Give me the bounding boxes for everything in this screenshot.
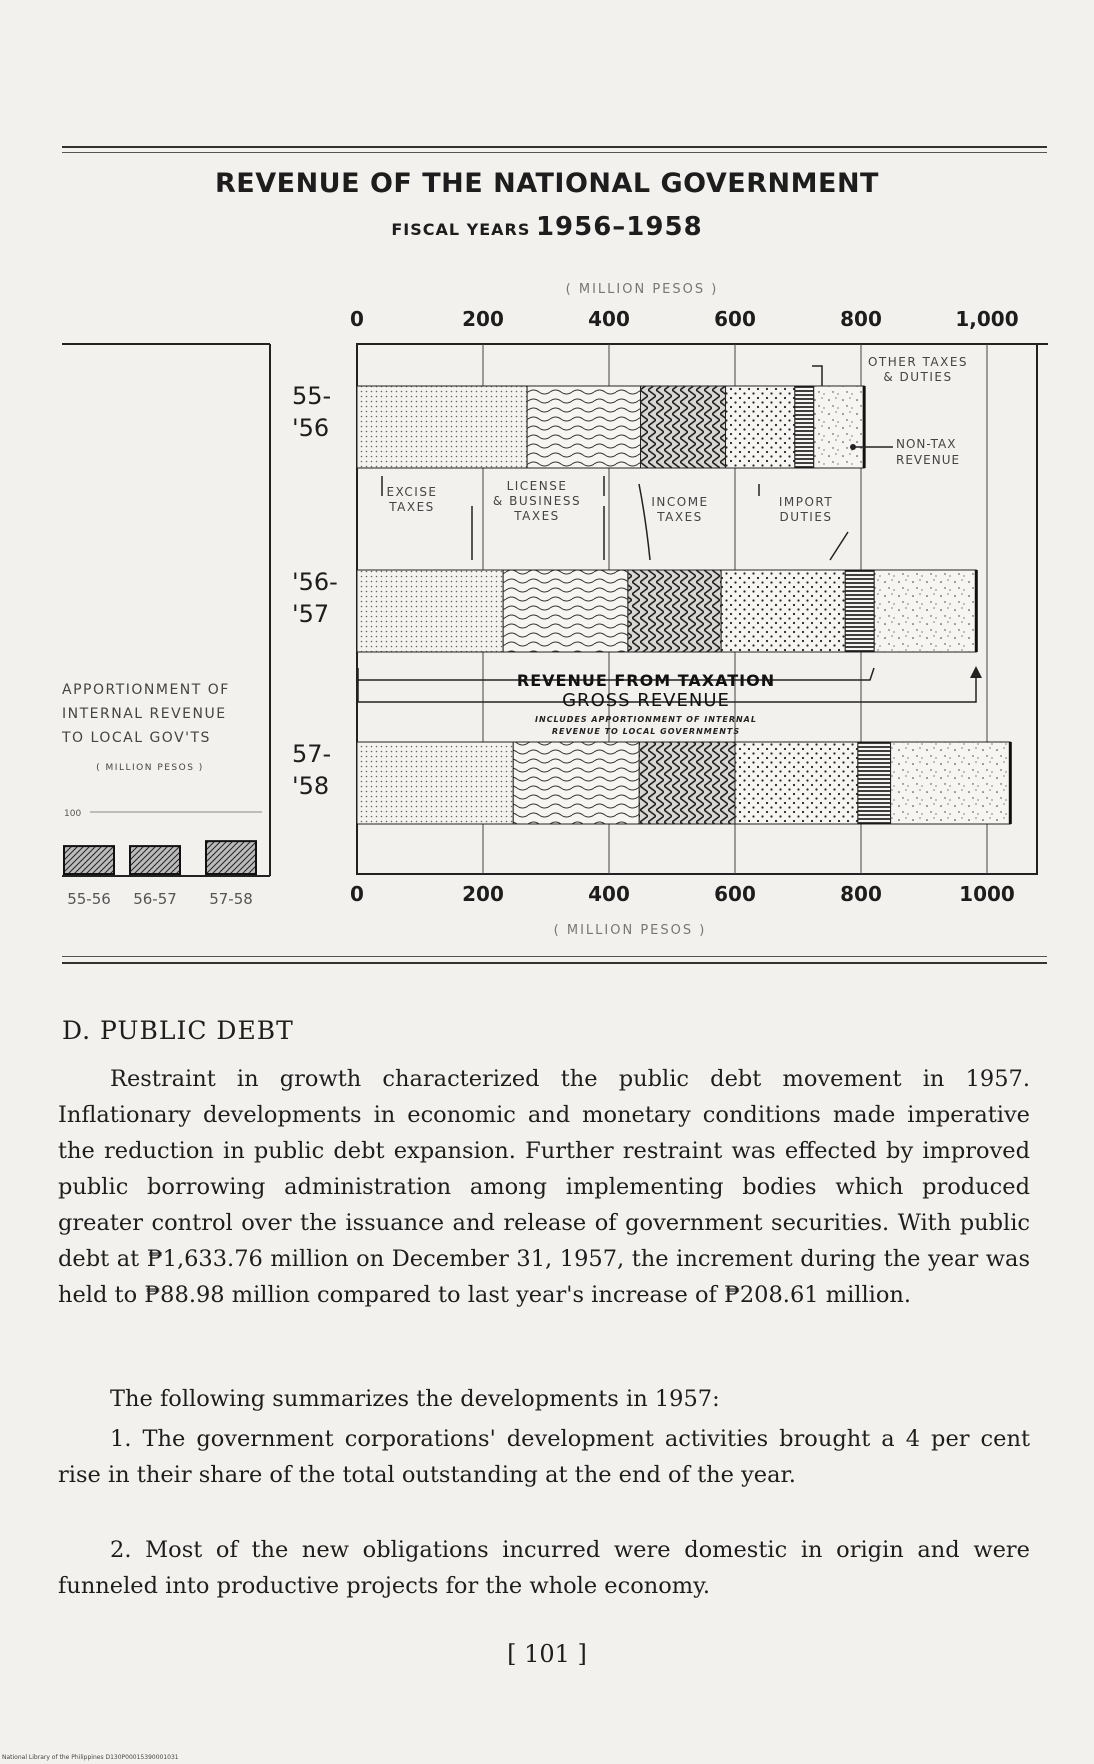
inset-category-label: 56-57 [133, 890, 177, 908]
category-labels [292, 382, 338, 800]
annotation-import: DUTIES [779, 510, 833, 524]
category-label: '58 [292, 772, 330, 800]
page-number: [ 101 ] [507, 1640, 587, 1668]
inset-title-line: INTERNAL REVENUE [62, 706, 227, 722]
subtitle-years: 1956–1958 [535, 212, 703, 242]
bottom-tick-label: 800 [840, 882, 882, 906]
inset-bar [130, 846, 180, 874]
footer-note: National Library of the Philippines D130P00015390001031 [2, 1754, 179, 1761]
annotation-gross-note: INCLUDES APPORTIONMENT OF INTERNAL [535, 715, 757, 724]
bar-segment [735, 742, 858, 824]
bottom-rule-thin [62, 956, 1047, 957]
annotation-taxation: REVENUE FROM TAXATION [516, 671, 776, 690]
inset-category-label: 55-56 [67, 890, 111, 908]
bottom-rule [62, 962, 1047, 964]
bar-segment [357, 386, 527, 468]
bars [357, 386, 1010, 824]
bar-segment [845, 570, 874, 652]
annotation-license: TAXES [514, 509, 560, 523]
bar-segment [357, 742, 513, 824]
bar-segment [891, 742, 1011, 824]
category-label: '56- [292, 568, 338, 596]
annotation-income: INCOME [651, 495, 709, 509]
bar-segment [721, 570, 845, 652]
subtitle-prefix: FISCAL YEARS [391, 220, 531, 239]
bar-segment [513, 742, 639, 824]
section-heading: D. PUBLIC DEBT [62, 1016, 294, 1045]
bottom-tick-label: 1000 [959, 882, 1015, 906]
top-axis-tick-labels [350, 307, 1019, 331]
top-tick-label: 200 [462, 307, 504, 331]
unit-label-bottom: ( MILLION PESOS ) [553, 923, 707, 938]
bottom-tick-label: 600 [714, 882, 756, 906]
annotation-nontax: REVENUE [896, 453, 961, 467]
inset-title-line: TO LOCAL GOV'TS [62, 730, 211, 746]
bar-segment [628, 570, 721, 652]
chart-subtitle [0, 212, 1094, 242]
bar-segment [795, 386, 814, 468]
bottom-tick-label: 200 [462, 882, 504, 906]
top-tick-label: 800 [840, 307, 882, 331]
bar-segment [814, 386, 864, 468]
annotation-import: IMPORT [778, 495, 834, 509]
inset-title [61, 682, 230, 773]
paragraph-2: The following summarizes the developments in 1957: [110, 1386, 720, 1412]
annotation-gross: GROSS REVENUE [562, 690, 730, 711]
category-label: '56 [292, 414, 330, 442]
top-tick-label: 0 [350, 307, 364, 331]
apportionment-inset [61, 344, 270, 908]
leader-income [639, 484, 650, 560]
bar-segment [527, 386, 640, 468]
bottom-tick-label: 0 [350, 882, 364, 906]
annotation-license: LICENSE [506, 479, 568, 493]
annotation-other: & DUTIES [883, 370, 953, 384]
bar-segment [858, 742, 891, 824]
annotation-income: TAXES [657, 510, 703, 524]
chart-title: REVENUE OF THE NATIONAL GOVERNMENT [215, 168, 879, 199]
leader-other [812, 366, 822, 386]
annotation-nontax: NON-TAX [896, 437, 957, 451]
paragraph-1: Restraint in growth characterized the public debt movement in 1957. Inflationary developments in economic and monetary conditions made imperative the reduction in public debt expansion. Further restraint was effected by improved public borrowing administration among implementing bodies which produced greater control over the issuance and release of government securities. With public debt at ₱1,633.76 million on December 31, 1957, the increment during the year was held to ₱88.98 million compared to last year's increase of ₱208.61 million. [58, 1066, 1030, 1308]
bar-segment [357, 570, 503, 652]
annotation-excise: TAXES [389, 500, 435, 514]
top-tick-label: 600 [714, 307, 756, 331]
unit-label-top: ( MILLION PESOS ) [565, 282, 719, 297]
bar-segment [503, 570, 628, 652]
top-tick-label: 1,000 [955, 307, 1019, 331]
inset-title-line: APPORTIONMENT OF [62, 682, 230, 698]
bar-segment [726, 386, 795, 468]
inset-bar [64, 846, 114, 874]
top-tick-label: 400 [588, 307, 630, 331]
inset-bar [206, 841, 256, 874]
inset-category-label: 57-58 [209, 890, 253, 908]
brace-gross-arrow [970, 666, 982, 678]
annotation-gross-note: REVENUE TO LOCAL GOVERNMENTS [551, 727, 741, 736]
bar-segment [641, 386, 726, 468]
category-label: '57 [292, 600, 330, 628]
revenue-chart [0, 270, 1094, 970]
bar-segment [639, 742, 735, 824]
inset-ref-label: 100 [64, 809, 82, 819]
paragraph-3: 1. The government corporations' development activities brought a 4 per cent rise in their share of the total outstanding at the end of the year. [58, 1426, 1030, 1488]
category-label: 57- [292, 740, 332, 768]
bottom-tick-label: 400 [588, 882, 630, 906]
top-rule [62, 146, 1047, 148]
annotation-other: OTHER TAXES [867, 355, 969, 369]
inset-unit: ( MILLION PESOS ) [96, 763, 204, 773]
annotation-license: & BUSINESS [492, 494, 582, 508]
leader-nontax-dot [850, 444, 856, 450]
annotation-excise: EXCISE [386, 485, 438, 499]
inset-bars [64, 841, 256, 908]
top-rule-thin [62, 152, 1047, 153]
paragraph-4: 2. Most of the new obligations incurred were domestic in origin and were funneled into productive projects for the whole economy. [58, 1537, 1030, 1599]
bar-segment [874, 570, 976, 652]
bottom-axis-tick-labels [350, 882, 1015, 906]
category-label: 55- [292, 382, 332, 410]
